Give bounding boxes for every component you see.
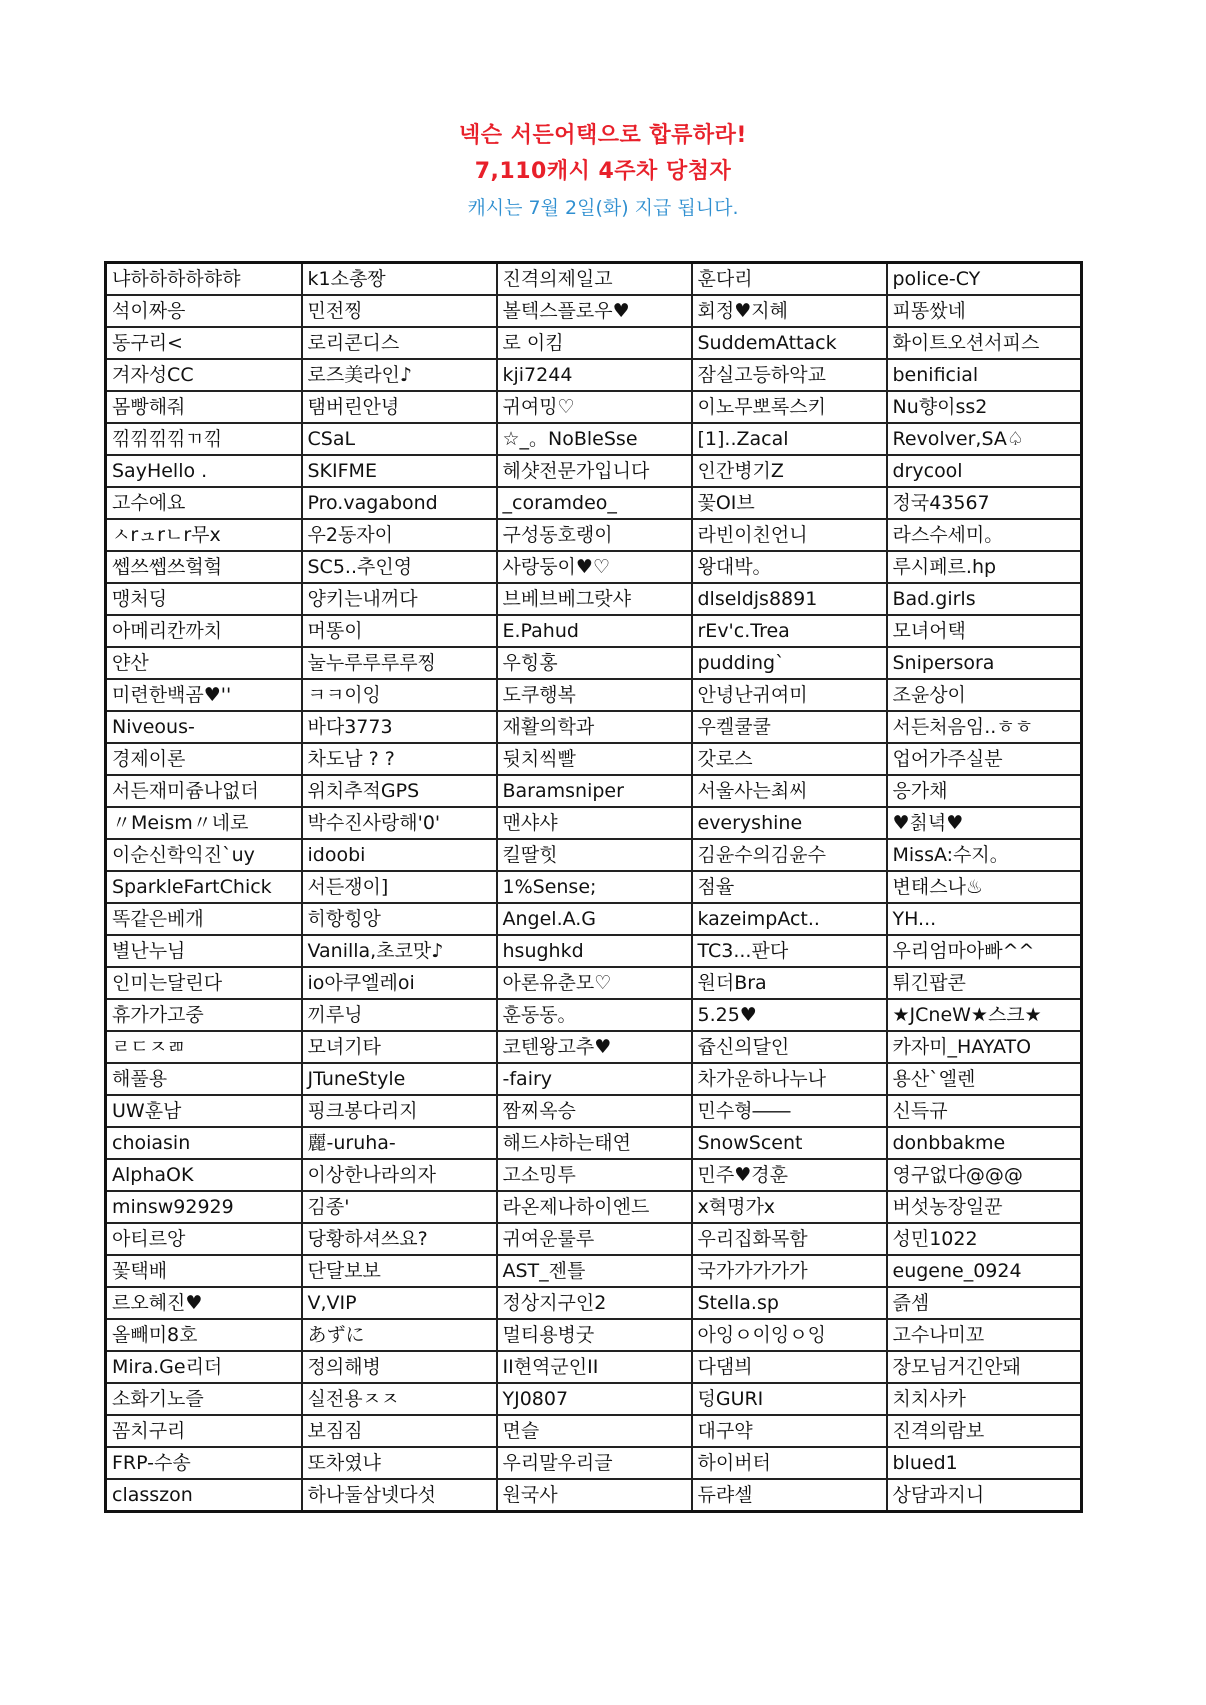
winner-cell: 보짐짐 (302, 1415, 497, 1447)
winner-cell: 치치사카 (887, 1383, 1082, 1415)
winner-cell: 아티르앙 (106, 1223, 302, 1255)
winner-cell: kazeimpAct.. (692, 903, 887, 935)
winner-cell: 헤샷전문가입니다 (497, 455, 692, 487)
table-row (106, 1479, 1082, 1512)
winner-cell: ♥칡녁♥ (887, 807, 1082, 839)
winner-cell: Bad.girls (887, 583, 1082, 615)
table-row (106, 1415, 1082, 1447)
winner-cell: ★JCneW★스크★ (887, 999, 1082, 1031)
winner-cell: k1소총짱 (302, 263, 497, 296)
winner-cell: TC3...판다 (692, 935, 887, 967)
winner-cell: 아메리칸까치 (106, 615, 302, 647)
winner-cell: Nu향이ss2 (887, 391, 1082, 423)
winner-cell: 민수형―― (692, 1095, 887, 1127)
winner-cell: 얀산 (106, 647, 302, 679)
winner-cell: [1]..Zacal (692, 423, 887, 455)
winner-cell: 로즈美라인♪ (302, 359, 497, 391)
table-row (106, 1447, 1082, 1479)
winner-cell: Stella.sp (692, 1287, 887, 1319)
winner-cell: AlphaOK (106, 1159, 302, 1191)
winner-cell: 우리집화목함 (692, 1223, 887, 1255)
winner-cell: CSaL (302, 423, 497, 455)
table-row (106, 839, 1082, 871)
winner-cell: 귀여운룰루 (497, 1223, 692, 1255)
winner-cell: 또차였냐 (302, 1447, 497, 1479)
winner-cell: Angel.A.G (497, 903, 692, 935)
winner-cell: everyshine (692, 807, 887, 839)
winner-cell: idoobi (302, 839, 497, 871)
winner-cell: 동구리< (106, 327, 302, 359)
winner-cell: 라온제나하이엔드 (497, 1191, 692, 1223)
winner-cell: 신득규 (887, 1095, 1082, 1127)
winner-cell: Mira.Ge리더 (106, 1351, 302, 1383)
table-row (106, 711, 1082, 743)
winners-table-container (104, 261, 1080, 1513)
winner-cell: 브베브베그랏샤 (497, 583, 692, 615)
winner-cell: police-CY (887, 263, 1082, 296)
winner-cell: 고수나미꼬 (887, 1319, 1082, 1351)
winner-cell: 우힝홍 (497, 647, 692, 679)
winner-cell: 눌누루루루루찡 (302, 647, 497, 679)
winner-cell: 훈다리 (692, 263, 887, 296)
table-row (106, 1095, 1082, 1127)
winner-cell: 쎕쓰쎕쓰헠헠 (106, 551, 302, 583)
winner-cell: 진격의람보 (887, 1415, 1082, 1447)
winner-cell: SparkleFartChick (106, 871, 302, 903)
winner-cell: 조윤상이 (887, 679, 1082, 711)
winner-cell: 훈동동。 (497, 999, 692, 1031)
winner-cell: 아론유춘모♡ (497, 967, 692, 999)
winner-cell: YJ0807 (497, 1383, 692, 1415)
winner-cell: 국가가가가가 (692, 1255, 887, 1287)
winner-cell: V,VIP (302, 1287, 497, 1319)
winner-cell: 아잉ㅇ이잉ㅇ잉 (692, 1319, 887, 1351)
winner-cell: あずに (302, 1319, 497, 1351)
winner-cell: 이상한나라의자 (302, 1159, 497, 1191)
winner-cell: 킬딸힛 (497, 839, 692, 871)
table-row (106, 1191, 1082, 1223)
winner-cell: x혁명가x (692, 1191, 887, 1223)
winner-cell: 차도남 ? ? (302, 743, 497, 775)
winner-cell: pudding` (692, 647, 887, 679)
table-row (106, 967, 1082, 999)
winner-cell: Pro.vagabond (302, 487, 497, 519)
winner-cell: 우켈쿨쿨 (692, 711, 887, 743)
winner-cell: SnowScent (692, 1127, 887, 1159)
table-row (106, 679, 1082, 711)
winner-cell: 5.25♥ (692, 999, 887, 1031)
winner-cell: 다댐븨 (692, 1351, 887, 1383)
winner-cell: 용산`엘렌 (887, 1063, 1082, 1095)
winner-cell: 위치추적GPS (302, 775, 497, 807)
winner-cell: 단달보보 (302, 1255, 497, 1287)
winner-cell: classzon (106, 1479, 302, 1512)
winner-cell: 박수진사랑해'0' (302, 807, 497, 839)
winner-cell: 쥽신의달인 (692, 1031, 887, 1063)
winner-cell: 바다3773 (302, 711, 497, 743)
winner-cell: 재활의학과 (497, 711, 692, 743)
winner-cell: 김종' (302, 1191, 497, 1223)
winner-cell: 응가채 (887, 775, 1082, 807)
winner-cell: 맹처딩 (106, 583, 302, 615)
winner-cell: Vanilla,초코맛♪ (302, 935, 497, 967)
winner-cell: UW훈남 (106, 1095, 302, 1127)
winner-cell: 원더Bra (692, 967, 887, 999)
winner-cell: 이순신학익진`uy (106, 839, 302, 871)
winners-table (104, 261, 1083, 1513)
winner-cell: 석이짜응 (106, 295, 302, 327)
winner-cell: choiasin (106, 1127, 302, 1159)
winner-cell: 덩GURI (692, 1383, 887, 1415)
table-row (106, 1383, 1082, 1415)
winner-cell: donbbakme (887, 1127, 1082, 1159)
winner-cell: 우리말우리글 (497, 1447, 692, 1479)
winner-cell: 업어가주실분 (887, 743, 1082, 775)
table-row (106, 1319, 1082, 1351)
winner-cell: 하이버터 (692, 1447, 887, 1479)
winner-cell: 회정♥지혜 (692, 295, 887, 327)
winner-cell: 로 이킴 (497, 327, 692, 359)
winner-cell: 이노무뽀록스키 (692, 391, 887, 423)
winner-cell: E.Pahud (497, 615, 692, 647)
winner-cell: 라빈이친언니 (692, 519, 887, 551)
winner-cell: 즑셈 (887, 1287, 1082, 1319)
winner-cell: 차가운하나누나 (692, 1063, 887, 1095)
winner-cell: 경제이론 (106, 743, 302, 775)
winner-cell: dlseldjs8891 (692, 583, 887, 615)
table-row (106, 263, 1082, 296)
table-row (106, 935, 1082, 967)
winner-cell: 짬찌옥승 (497, 1095, 692, 1127)
winner-cell: 로리콘디스 (302, 327, 497, 359)
table-row (106, 455, 1082, 487)
winner-cell: 끾끾끾끾ㄲ끾 (106, 423, 302, 455)
winner-cell: 르오혜진♥ (106, 1287, 302, 1319)
winner-cell: 코텐왕고추♥ (497, 1031, 692, 1063)
winner-cell: SayHello . (106, 455, 302, 487)
winner-cell: 양키는내꺼다 (302, 583, 497, 615)
winner-cell: 인간병기Z (692, 455, 887, 487)
winner-cell: 정국43567 (887, 487, 1082, 519)
table-row (106, 1159, 1082, 1191)
winner-cell: Snipersora (887, 647, 1082, 679)
winner-cell: Baramsniper (497, 775, 692, 807)
winner-cell: 겨자성CC (106, 359, 302, 391)
table-row (106, 519, 1082, 551)
winner-title: 7,110캐시 4주차 당첨자 (474, 159, 732, 184)
winner-cell: 듀랴셀 (692, 1479, 887, 1512)
table-row (106, 423, 1082, 455)
winner-cell: 화이트오션서피스 (887, 327, 1082, 359)
winner-cell: 히항힝앙 (302, 903, 497, 935)
winner-cell: 멀티용병굿 (497, 1319, 692, 1351)
table-row (106, 391, 1082, 423)
winner-cell: benificial (887, 359, 1082, 391)
table-row (106, 295, 1082, 327)
winner-cell: 모녀기타 (302, 1031, 497, 1063)
table-row (106, 1255, 1082, 1287)
winner-cell: SC5..추인영 (302, 551, 497, 583)
winner-cell: 몸빵해줘 (106, 391, 302, 423)
winner-cell: 〃Meism〃네로 (106, 807, 302, 839)
winner-cell: io아쿠엘레oi (302, 967, 497, 999)
winner-cell: YH... (887, 903, 1082, 935)
table-row (106, 775, 1082, 807)
winner-cell: 맨샤샤 (497, 807, 692, 839)
winner-cell: 고수에요 (106, 487, 302, 519)
table-row (106, 551, 1082, 583)
winner-cell: 카자미_HAYATO (887, 1031, 1082, 1063)
winner-cell: II현역군인II (497, 1351, 692, 1383)
winner-cell: 원국사 (497, 1479, 692, 1512)
winner-cell: JTuneStyle (302, 1063, 497, 1095)
winner-cell: 소화기노즐 (106, 1383, 302, 1415)
winner-cell: 왕대박。 (692, 551, 887, 583)
winner-cell: 안녕난귀여미 (692, 679, 887, 711)
winner-cell: 사랑둥이♥♡ (497, 551, 692, 583)
winner-cell: 미련한백곰♥'' (106, 679, 302, 711)
winner-cell: 끼루닝 (302, 999, 497, 1031)
winner-cell: 정의해병 (302, 1351, 497, 1383)
table-row (106, 583, 1082, 615)
winner-cell: 麗-uruha- (302, 1127, 497, 1159)
winner-cell: 정상지구인2 (497, 1287, 692, 1319)
winner-cell: ㅋㅋ이잉 (302, 679, 497, 711)
winner-cell: 우리엄마아빠^^ (887, 935, 1082, 967)
winner-cell: 똑같은베개 (106, 903, 302, 935)
winner-cell: 올빼미8호 (106, 1319, 302, 1351)
table-row (106, 1351, 1082, 1383)
winner-cell: 꽃택배 (106, 1255, 302, 1287)
winner-cell: minsw92929 (106, 1191, 302, 1223)
table-row (106, 1063, 1082, 1095)
winner-cell: 잠실고등하악교 (692, 359, 887, 391)
winner-cell: 핑크봉다리지 (302, 1095, 497, 1127)
payment-notice: 캐시는 7월 2일(화) 지급 됩니다. (467, 197, 739, 219)
winner-cell: 피똥쌌네 (887, 295, 1082, 327)
winner-cell: 진격의제일고 (497, 263, 692, 296)
winner-cell: 모녀어택 (887, 615, 1082, 647)
winner-cell: drycool (887, 455, 1082, 487)
winner-cell: Niveous- (106, 711, 302, 743)
winner-cell: AST_젠틀 (497, 1255, 692, 1287)
winner-cell: kji7244 (497, 359, 692, 391)
winner-cell: 우2동자이 (302, 519, 497, 551)
winner-cell: 탬버린안녕 (302, 391, 497, 423)
winner-cell: 하나둘삼넷다섯 (302, 1479, 497, 1512)
winner-cell: ㄹㄷㅈㄻ (106, 1031, 302, 1063)
winner-cell: 점율 (692, 871, 887, 903)
winner-cell: 1%Sense; (497, 871, 692, 903)
winner-cell: 해드샤하는태연 (497, 1127, 692, 1159)
table-row (106, 1031, 1082, 1063)
winner-cell: SKIFME (302, 455, 497, 487)
winner-cell: ☆_。NoBleSse (497, 423, 692, 455)
winner-cell: 냐하하하하햐햐 (106, 263, 302, 296)
winner-cell: 김윤수의김윤수 (692, 839, 887, 871)
winner-cell: 면슬 (497, 1415, 692, 1447)
winner-cell: 민주♥경훈 (692, 1159, 887, 1191)
winner-cell: 루시페르.hp (887, 551, 1082, 583)
winner-cell: 서울사는최씨 (692, 775, 887, 807)
table-row (106, 647, 1082, 679)
winner-cell: 당황하셔쓰요? (302, 1223, 497, 1255)
table-row (106, 327, 1082, 359)
table-row (106, 1127, 1082, 1159)
winner-cell: MissA:수지。 (887, 839, 1082, 871)
table-row (106, 1287, 1082, 1319)
winner-cell: 대구약 (692, 1415, 887, 1447)
winner-cell: FRP-수송 (106, 1447, 302, 1479)
table-row (106, 903, 1082, 935)
announcement-header (0, 118, 1206, 226)
winner-cell: 서든처음임..ㅎㅎ (887, 711, 1082, 743)
winner-cell: 구성동호랭이 (497, 519, 692, 551)
winner-cell: 서든쟁이] (302, 871, 497, 903)
winner-cell: rEv'c.Trea (692, 615, 887, 647)
table-row (106, 359, 1082, 391)
winner-cell: 변태스나♨ (887, 871, 1082, 903)
table-row (106, 999, 1082, 1031)
winner-cell: 뒷치씩빨 (497, 743, 692, 775)
winner-cell: 볼텍스플로우♥ (497, 295, 692, 327)
winner-cell: 해풀용 (106, 1063, 302, 1095)
winner-cell: Revolver,SA♤ (887, 423, 1082, 455)
winner-cell: 고소밍투 (497, 1159, 692, 1191)
winner-cell: 인미는달린다 (106, 967, 302, 999)
table-row (106, 807, 1082, 839)
winner-cell: 갓로스 (692, 743, 887, 775)
winner-cell: 튀긴팝콘 (887, 967, 1082, 999)
winner-cell: 영구없다@@@ (887, 1159, 1082, 1191)
winner-cell: 꼼치구리 (106, 1415, 302, 1447)
winner-cell: -fairy (497, 1063, 692, 1095)
winner-cell: hsughkd (497, 935, 692, 967)
winner-cell: 귀여밍♡ (497, 391, 692, 423)
winner-cell: 도쿠행복 (497, 679, 692, 711)
winner-cell: ㅅrュrㄴr무x (106, 519, 302, 551)
winner-cell: 휴가가고중 (106, 999, 302, 1031)
winner-cell: 상담과지니 (887, 1479, 1082, 1512)
winner-cell: SuddemAttack (692, 327, 887, 359)
winner-cell: 실전용ㅈㅈ (302, 1383, 497, 1415)
winner-cell: 라스수세미。 (887, 519, 1082, 551)
winner-cell: eugene_0924 (887, 1255, 1082, 1287)
winner-cell: 장모님거긴안돼 (887, 1351, 1082, 1383)
winner-cell: _coramdeo_ (497, 487, 692, 519)
winner-cell: 버섯농장일꾼 (887, 1191, 1082, 1223)
table-row (106, 487, 1082, 519)
winners-table-body (106, 263, 1082, 1512)
winner-cell: 성민1022 (887, 1223, 1082, 1255)
table-row (106, 743, 1082, 775)
winner-cell: 별난누님 (106, 935, 302, 967)
event-title: 넥슨 서든어택으로 합류하라! (459, 123, 747, 148)
winner-cell: 머똥이 (302, 615, 497, 647)
winner-cell: 민전찡 (302, 295, 497, 327)
table-row (106, 615, 1082, 647)
table-row (106, 1223, 1082, 1255)
winner-cell: 서든재미쥼나없더 (106, 775, 302, 807)
winner-cell: blued1 (887, 1447, 1082, 1479)
table-row (106, 871, 1082, 903)
winner-cell: 꽃OI브 (692, 487, 887, 519)
